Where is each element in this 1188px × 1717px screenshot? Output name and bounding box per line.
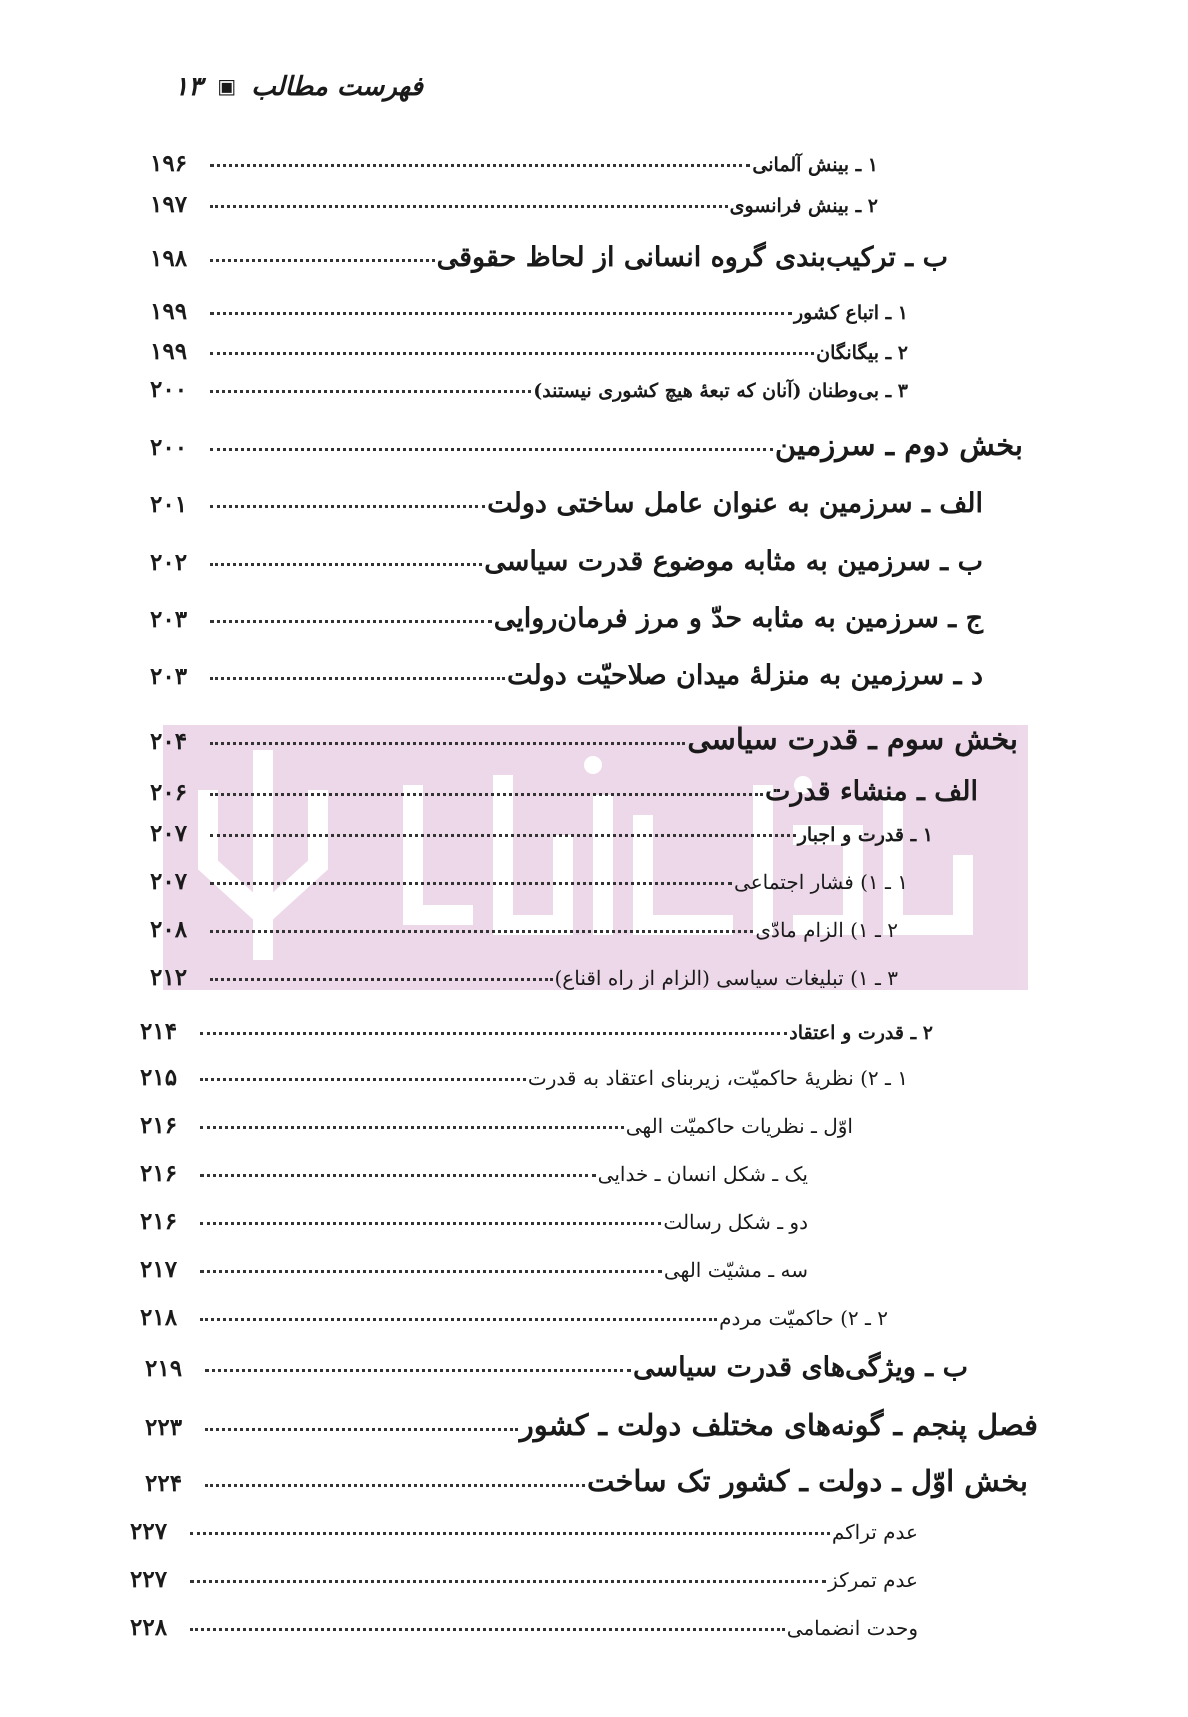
toc-page-number: ۲۲۷ — [130, 1566, 168, 1593]
toc-entry-title: ب ـ ترکیب‌بندی گروه انسانی از لحاظ حقوقی — [436, 242, 948, 273]
toc-entry-title: ۳ ـ بی‌وطنان (آنان که تبعهٔ هیچ کشوری نیستند) — [533, 380, 908, 402]
toc-page-number: ۲۰۱ — [150, 491, 188, 518]
toc-entry-title: عدم تمرکز — [828, 1568, 918, 1592]
toc-entry-title: ب ـ ویژگی‌های قدرت سیاسی — [633, 1352, 968, 1383]
toc-dot-leader — [200, 1032, 787, 1035]
toc-entry-title: ۲ ـ ۲) حاکمیّت مردم — [719, 1306, 888, 1330]
toc-dot-leader — [210, 312, 792, 315]
toc-entry — [150, 376, 908, 403]
page-header-number: ۱۳ — [174, 72, 203, 102]
toc-dot-leader — [210, 620, 492, 623]
toc-page-number: ۲۲۴ — [145, 1470, 183, 1497]
toc-page-number: ۱۹۹ — [150, 338, 188, 365]
toc-entry — [150, 722, 1018, 756]
toc-entry-title: ۱ ـ اتباع کشور — [793, 302, 908, 324]
toc-entry — [150, 916, 898, 943]
toc-entry-title: ب ـ سرزمین به مثابه موضوع قدرت سیاسی — [484, 546, 983, 577]
toc-entry — [150, 776, 978, 807]
toc-entry — [140, 1064, 908, 1091]
toc-entry — [150, 660, 983, 691]
toc-page-number: ۲۰۴ — [150, 728, 188, 755]
toc-entry — [150, 338, 908, 365]
toc-dot-leader — [210, 834, 796, 837]
toc-page-number: ۲۰۷ — [150, 820, 188, 847]
toc-dot-leader — [210, 793, 763, 796]
watermark-logo — [163, 725, 1028, 990]
toc-entry-title: ج ـ سرزمین به مثابه حدّ و مرز فرمان‌روایی — [493, 603, 983, 634]
toc-page-number: ۲۰۰ — [150, 434, 188, 461]
toc-entry-title: ۳ ـ ۱) تبلیغات سیاسی (الزام از راه اقناع) — [554, 966, 898, 990]
toc-page-number: ۱۹۹ — [150, 298, 188, 325]
toc-dot-leader — [200, 1126, 624, 1129]
toc-entry-title: ۱ ـ قدرت و اجبار — [797, 824, 933, 846]
toc-page-number: ۲۲۸ — [130, 1614, 168, 1641]
toc-entry — [150, 298, 908, 325]
toc-page-number: ۲۱۹ — [145, 1355, 183, 1382]
toc-dot-leader — [205, 1428, 518, 1431]
toc-entry-title: بخش اوّل ـ دولت ـ کشور تک ساخت — [586, 1464, 1028, 1498]
toc-dot-leader — [210, 882, 732, 885]
toc-dot-leader — [210, 164, 750, 167]
toc-dot-leader — [190, 1628, 785, 1631]
toc-dot-leader — [210, 677, 505, 680]
toc-entry-title: بخش دوم ـ سرزمین — [774, 428, 1023, 462]
toc-entry — [150, 546, 983, 577]
toc-page-number: ۲۲۷ — [130, 1518, 168, 1545]
toc-entry — [150, 150, 878, 177]
toc-entry — [130, 1614, 918, 1641]
toc-page-number: ۲۱۵ — [140, 1064, 178, 1091]
toc-page-number: ۲۱۴ — [140, 1018, 178, 1045]
toc-entry — [150, 428, 1023, 462]
page-header — [174, 72, 423, 102]
toc-page-number: ۲۰۸ — [150, 916, 188, 943]
toc-page-number: ۱۹۶ — [150, 150, 188, 177]
toc-entry-title: الف ـ سرزمین به عنوان عامل ساختی دولت — [487, 488, 983, 519]
toc-dot-leader — [205, 1484, 585, 1487]
toc-entry — [150, 488, 983, 519]
toc-entry — [130, 1566, 918, 1593]
toc-dot-leader — [210, 205, 728, 208]
toc-dot-leader — [210, 448, 773, 451]
toc-entry-title: ۱ ـ ۱) فشار اجتماعی — [734, 870, 908, 894]
watermark-graphic — [163, 725, 1028, 990]
toc-page-number: ۱۹۷ — [150, 191, 188, 218]
toc-dot-leader — [210, 742, 685, 745]
toc-entry — [150, 242, 948, 273]
toc-page-number: ۲۲۳ — [145, 1414, 183, 1441]
toc-entry — [150, 964, 898, 991]
toc-page-number: ۲۱۷ — [140, 1256, 178, 1283]
toc-entry — [150, 820, 933, 847]
toc-dot-leader — [205, 1369, 631, 1372]
toc-dot-leader — [200, 1174, 596, 1177]
toc-entry-title: ۱ ـ بینش آلمانی — [752, 154, 878, 176]
toc-entry — [140, 1256, 808, 1283]
toc-entry — [145, 1464, 1028, 1498]
toc-entry-title: د ـ سرزمین به منزلهٔ میدان صلاحیّت دولت — [507, 660, 983, 691]
toc-dot-leader — [210, 930, 753, 933]
toc-page-number: ۲۰۶ — [150, 779, 188, 806]
toc-dot-leader — [190, 1580, 826, 1583]
toc-entry — [140, 1018, 933, 1045]
toc-entry — [130, 1518, 918, 1545]
toc-page-number: ۲۱۲ — [150, 964, 188, 991]
toc-entry — [140, 1112, 853, 1139]
toc-entry-title: ۲ ـ بینش فرانسوی — [729, 195, 878, 217]
toc-entry-title: فصل پنجم ـ گونه‌های مختلف دولت ـ کشور — [519, 1408, 1038, 1442]
toc-dot-leader — [200, 1222, 661, 1225]
toc-dot-leader — [200, 1318, 717, 1321]
toc-entry-title: اوّل ـ نظریات حاکمیّت الهی — [625, 1114, 853, 1138]
toc-page-number: ۱۹۸ — [150, 245, 188, 272]
toc-dot-leader — [200, 1078, 526, 1081]
toc-page-number: ۲۰۷ — [150, 868, 188, 895]
toc-entry-title: وحدت انضمامی — [786, 1616, 918, 1640]
toc-page-number: ۲۱۶ — [140, 1208, 178, 1235]
toc-entry-title: عدم تراکم — [831, 1520, 918, 1544]
toc-entry-title: ۲ ـ قدرت و اعتقاد — [789, 1022, 933, 1044]
toc-page-number: ۲۱۶ — [140, 1160, 178, 1187]
toc-dot-leader — [210, 563, 482, 566]
toc-page-number: ۲۰۲ — [150, 549, 188, 576]
toc-page-number: ۲۰۳ — [150, 663, 188, 690]
toc-page-number: ۲۱۸ — [140, 1304, 178, 1331]
toc-dot-leader — [190, 1532, 830, 1535]
toc-dot-leader — [210, 259, 435, 262]
toc-entry — [140, 1160, 808, 1187]
toc-page-number: ۲۰۳ — [150, 606, 188, 633]
toc-entry-title: الف ـ منشاء قدرت — [765, 776, 978, 807]
toc-dot-leader — [200, 1270, 662, 1273]
toc-entry — [140, 1208, 808, 1235]
toc-entry — [150, 868, 908, 895]
toc-entry — [150, 191, 878, 218]
toc-dot-leader — [210, 505, 485, 508]
toc-entry-title: دو ـ شکل رسالت — [663, 1210, 808, 1234]
toc-entry — [145, 1408, 1038, 1442]
toc-entry-title: ۱ ـ ۲) نظریهٔ حاکمیّت، زیربنای اعتقاد به قدرت — [527, 1066, 908, 1090]
toc-entry-title: بخش سوم ـ قدرت سیاسی — [687, 722, 1018, 756]
toc-entry — [145, 1352, 968, 1383]
toc-entry-title: ۲ ـ بیگانگان — [816, 342, 908, 364]
toc-entry-title: ۲ ـ ۱) الزام مادّی — [755, 918, 898, 942]
toc-entry-title: سه ـ مشیّت الهی — [663, 1258, 808, 1282]
header-separator-icon: ▣ — [217, 74, 237, 98]
toc-entry — [150, 603, 983, 634]
page-header-title: فهرست مطالب — [251, 72, 423, 102]
toc-entry-title: یک ـ شکل انسان ـ خدایی — [597, 1162, 808, 1186]
toc-dot-leader — [210, 390, 531, 393]
toc-dot-leader — [210, 352, 814, 355]
toc-entry — [140, 1304, 888, 1331]
toc-page-number: ۲۰۰ — [150, 376, 188, 403]
toc-page-number: ۲۱۶ — [140, 1112, 178, 1139]
toc-dot-leader — [210, 978, 553, 981]
